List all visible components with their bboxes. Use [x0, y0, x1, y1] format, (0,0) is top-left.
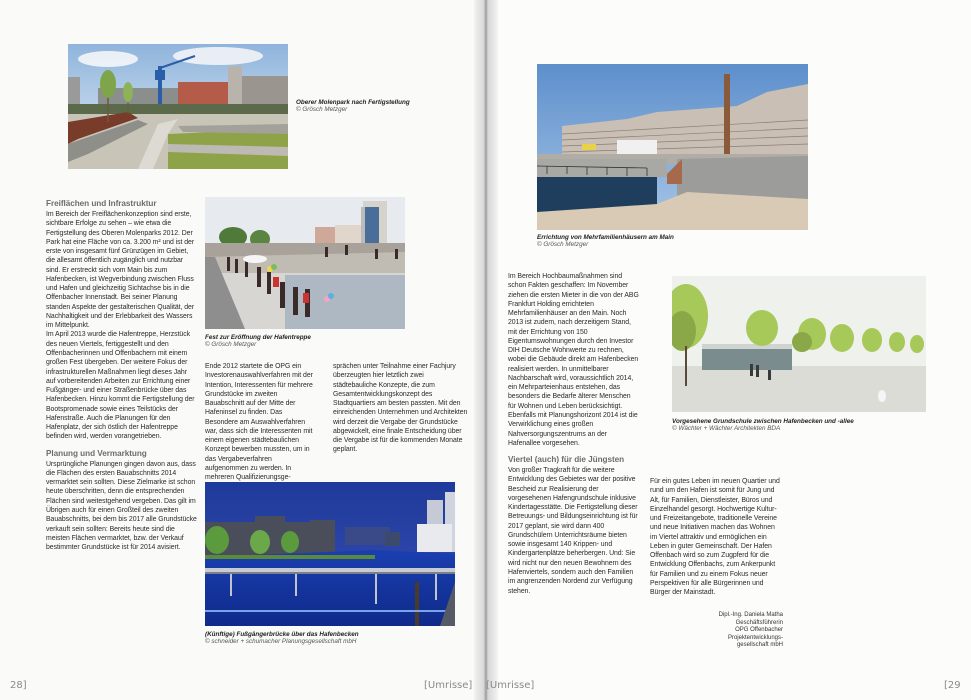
right-right-column — [650, 477, 782, 597]
grundschule-illustration — [672, 276, 926, 412]
paragraph: Im Bereich Hochbaumaßnahmen sind schon Fakten geschaffen: Im November ziehen die ersten Mieter in die von der ABG Frankfurt Holding errichteten Mehrfamilienhäuser an den Main. Noch 2013 ist zudem, nach derzeitigem Stand, mit der Errichtung von 150 Eigentumswohnungen durch den Investor DIH Deutsche Wohnwerte zu rechnen, wobei die Gebäude direkt am Hafenbecken realisiert werden. In unmittelbarer Nachbarschaft wird, voraussichtlich 2014, ein Mehrparteienhaus entstehen, das besonders die Bedarfe älterer Menschen für Wohnen und Leben berücksichtigt. Ebenfalls mit Planungshorizont 2014 ist die Verwirklichung eines großen Nahversorgungszentrums an der Hafenallee vorgesehen. — [508, 273, 639, 447]
photo-fest-hafentreppe — [205, 197, 405, 329]
caption-credit: © Grösch Metzger — [205, 341, 257, 349]
heading-planung: Planung und Vermarktung — [46, 448, 147, 458]
paragraph: Im Bereich der Freiflächenkonzeption sind erste, sichtbare Erfolge zu sehen – wie etwa die Fertigstellung des Oberen Molenparks 2012. Der Park hat eine Fläche von ca. 3.200 m² und ist der erste von insgesamt fünf Grünzügen im Gebiet, die allesamt öffentlich zugänglich und nutzbar sind. Er erstreckt sich vom Main bis zum Hafenbecken, ist Wegverbindung zwischen Fluss und Hafen und gleichzeitig Sichtachse bis in die Offenbacher Innenstadt. Bei seiner Planung standen Aspekte der gestalterischen Qualität, der Nachhaltigkeit und der Erlebbarkeit des Wassers im Mittelpunkt. — [46, 211, 195, 330]
paragraph: Für ein gutes Leben im neuen Quartier und rund um den Hafen ist somit für Jung und Alt, für Familien, Dienstleister, Büros und Einzelhandel gesorgt. Hochwertige Kultur- und Freizeitangebote, traditionelle Vereine und neue Initiativen machen das Wohnen im Viertel attraktiv und ermöglichen ein Leben in guter Gemeinschaft. Der Hafen Offenbach wird so zum Zugpferd für die Entwicklung Offenbachs, zum Ankerpunkt für Familien und zu einem Fokus neuer Perspektiven für alle Bürgerinnen und Bürger der Mainstadt. — [650, 478, 780, 597]
caption-title: Fest zur Eröffnung der Hafentreppe — [205, 334, 311, 341]
author-role: Geschäftsführerin — [735, 619, 783, 626]
caption-fest — [205, 334, 405, 349]
caption-bruecke — [205, 631, 465, 646]
photo-oberer-molenpark — [68, 44, 288, 169]
author-org: gesellschaft mbH — [736, 642, 783, 648]
heading-freiflaechen: Freiflächen und Infrastruktur — [46, 199, 157, 208]
author-org: Projektentwicklungs- — [727, 634, 783, 641]
caption-title: (Künftige) Fußgängerbrücke über das Hafenbecken — [205, 631, 359, 638]
caption-credit: © Grösch Metzger — [296, 106, 348, 114]
middle-column — [205, 362, 317, 482]
caption-title: Vorgesehene Grundschule zwischen Hafenbecken und -allee — [672, 418, 854, 425]
page-number-right: [29 — [944, 680, 961, 691]
left-column — [46, 199, 198, 552]
right-left-column — [508, 272, 640, 596]
caption-credit: © Wächter + Wächter Architekten BDA — [672, 425, 781, 433]
bridge-illustration — [205, 482, 455, 626]
heading-viertel: Viertel (auch) für die Jüngsten — [508, 455, 625, 465]
paragraph: Ende 2012 startete die OPG ein Investorenauswahlverfahren mit der Intention, Interessenten für mehrere Grundstücke im zweiten Bauabschnitt auf der Mitte der Hafeninsel zu finden. Das Besondere am Auswahlverfahren war, dass sich die Interessenten mit einem eigenen städtebaulichen Konzept bewerben mussten, um in das Vergabeverfahren aufgenommen zu werden. In mehreren Qualifizierungsge- — [205, 363, 313, 482]
book-gutter — [474, 0, 498, 700]
page-number-left: 28] — [10, 680, 27, 691]
molenpark-illustration — [68, 44, 288, 169]
photo-mehrfamilienhaeuser — [537, 64, 808, 230]
paragraph: Im April 2013 wurde die Hafentreppe, Herzstück des neuen Viertels, fertiggestellt und den Offenbacherinnen und Offenbachern mit einem großen Fest übergeben. Der weitere Fokus der infrastrukturellen Maßnahmen liegt dieses Jahr auf vorbereitenden Arbeiten zur Errichtung einer Fußgänger- und einer Straßenbrücke über das Hafenbecken. Hinzu kommt die Fertigstellung der Bootspromenade sowie eines Teilstücks der Hafenstraße. Auch die Planungen für den Hafenplatz, der sich östlich der Hafentreppe befinden wird, werden vorangetrieben. — [46, 331, 195, 441]
author-org: OPG Offenbacher — [735, 627, 783, 633]
third-column — [333, 362, 468, 455]
caption-credit: © schneider + schumacher Planungsgesellschaft mbH — [205, 638, 357, 646]
fest-illustration — [205, 197, 405, 329]
paragraph: sprächen unter Teilnahme einer Fachjury überzeugten hier letztlich zwei städtebauliche Konzepte, die zum Gesamtentwicklungskonzept des Stadtquartiers am besten passten. Mit den einreichenden Unternehmen und Architekten wird derzeit die Vergabe der Grundstücke abgewickelt, eine finale Entscheidung über die Vergabe ist für die kommenden Monate geplant. — [333, 363, 468, 454]
caption-credit: © Grösch Metzger — [537, 241, 589, 249]
magazine-name-left: [Umrisse] — [424, 680, 473, 691]
photo-grundschule — [672, 276, 926, 412]
caption-mehrfamilienhaeuser — [537, 234, 737, 249]
magazine-name-right: [Umrisse] — [486, 680, 535, 691]
author-name: Dipl.-Ing. Daniela Matha — [718, 612, 783, 618]
mehrfamilienhaeuser-illustration — [537, 64, 808, 230]
caption-title: Oberer Molenpark nach Fertigstellung — [296, 99, 410, 106]
caption-title: Errichtung von Mehrfamilienhäusern am Main — [537, 234, 674, 241]
caption-molenpark — [296, 99, 466, 114]
author-signature — [680, 612, 783, 650]
photo-fussgaengerbruecke — [205, 482, 455, 626]
paragraph: Von großer Tragkraft für die weitere Entwicklung des Gebietes war der positive Bescheid zur Realisierung der vorgesehenen Hafengrundschule inklusive Kindertagesstätte. Die Fertigstellung dieser Betreuungs- und Bildungseinrichtung ist für 2017 geplant, sie wird dann 400 Grundschülern Unterrichtsräume bieten sowie insgesamt 140 Krippen- und Kindergartenplätze beherbergen. Und: Sie wird nicht nur den neuen Bewohnern des Hafenviertels, sondern auch den Familien im angrenzenden Nordend zur Verfügung stehen. — [508, 467, 638, 595]
paragraph: Ursprüngliche Planungen gingen davon aus, dass die Flächen des ersten Bauabschnitts 2014 vermarktet sein sollten. Diese Zielmarke ist schon heute überschritten, denn die entsprechenden Flächen sind weitestgehend vergeben. Das gilt im Übrigen auch für einen Großteil des zweiten Bauabschnitts, bei dem bis 2017 alle Grundstücke verkauft sein sollten: Bereits heute sind die meisten Flächen vermarktet, bzw. der Verkauf bestimmter Grundstücke ist für 2014 avisiert. — [46, 460, 197, 552]
caption-grundschule — [672, 418, 932, 433]
